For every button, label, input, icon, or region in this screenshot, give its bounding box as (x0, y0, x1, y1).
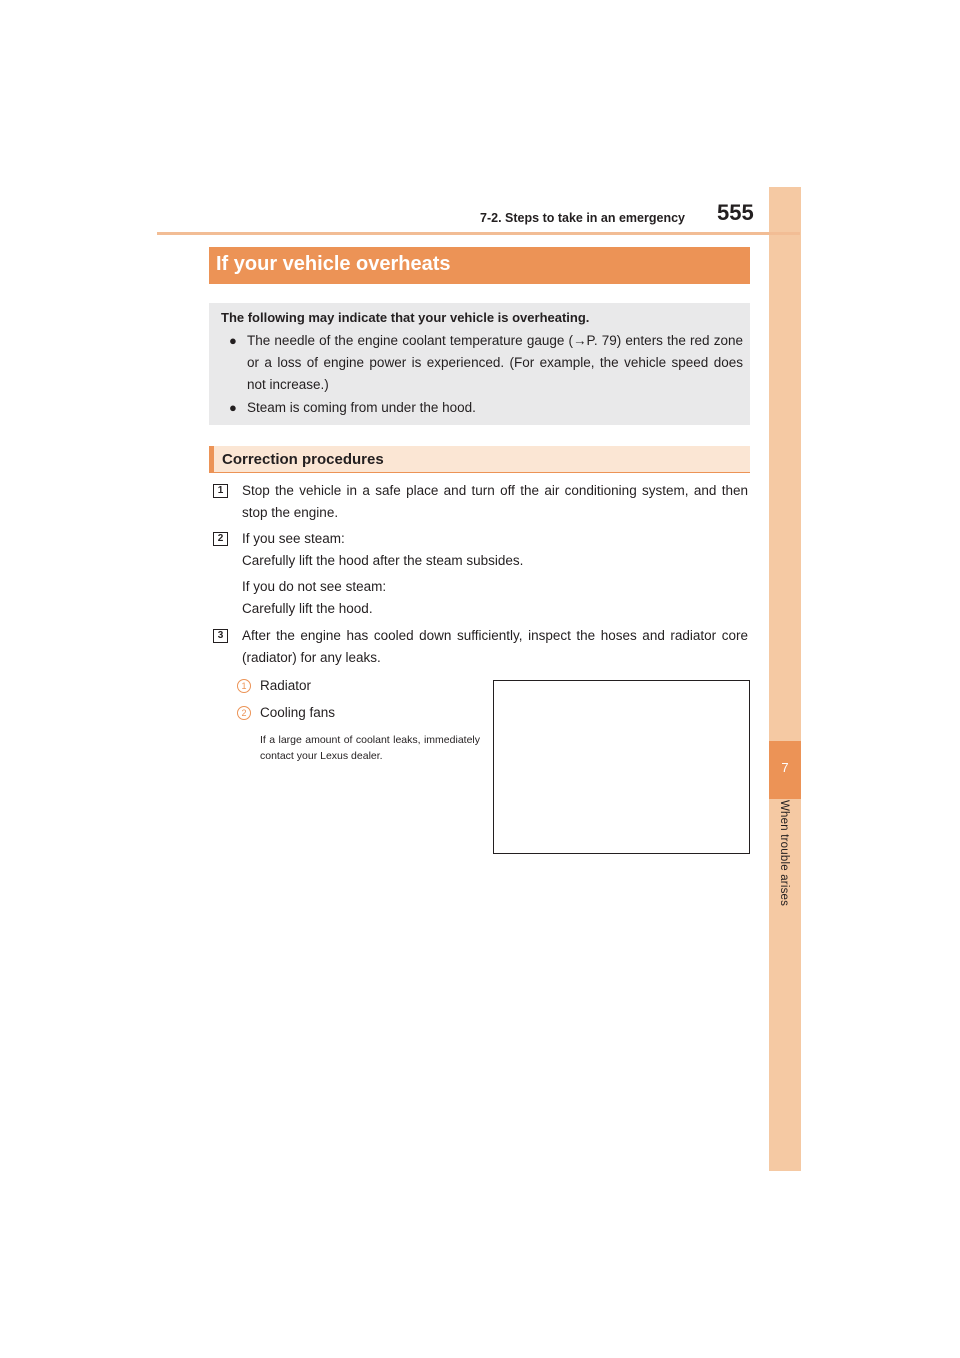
step-text-no-steam: If you do not see steam: (242, 579, 387, 594)
intro-lead: The following may indicate that your vehicle is overheating. (221, 310, 590, 325)
header-divider (157, 232, 800, 235)
callout-number: 2 (237, 706, 251, 720)
step-text-steam-action: Carefully lift the hood after the steam subsides. (242, 553, 524, 568)
section-header: 7-2. Steps to take in an emergency (480, 211, 685, 225)
indicator-item: Steam is coming from under the hood. (247, 400, 476, 415)
bullet-icon: ● (229, 400, 237, 415)
correction-heading-bar (209, 446, 750, 473)
coolant-leak-note: If a large amount of coolant leaks, immediately contact your Lexus dealer. (260, 734, 480, 762)
page-title: If your vehicle overheats (216, 253, 451, 275)
callout-number: 1 (237, 679, 251, 693)
step-number-box: 3 (213, 629, 228, 643)
bullet-icon: ● (229, 333, 237, 348)
step-text-steam: If you see steam: (242, 531, 345, 546)
overheat-indicators-box (209, 303, 750, 425)
step-text: Stop the vehicle in a safe place and turn off the air conditioning system, and then stop the engine. (242, 483, 748, 520)
engine-compartment-figure (493, 680, 750, 854)
step-text: After the engine has cooled down sufficiently, inspect the hoses and radiator core (radiator) for any leaks. (242, 628, 748, 665)
step-number-box: 1 (213, 484, 228, 498)
step-text-no-steam-action: Carefully lift the hood. (242, 601, 373, 616)
page-number: 555 (717, 200, 754, 225)
legend-label-radiator: Radiator (260, 678, 312, 693)
indicator-item: The needle of the engine coolant temperature gauge (→P. 79) enters the red zone or a loss of engine power is experienced. (For example, the vehicle speed does not increase.) (247, 333, 743, 392)
chapter-side-strip (769, 187, 801, 1171)
correction-heading: Correction procedures (222, 451, 384, 468)
chapter-number: 7 (781, 760, 789, 775)
chapter-label-container (770, 800, 800, 940)
step-number-box: 2 (213, 532, 228, 546)
legend-label-cooling-fans: Cooling fans (260, 705, 336, 720)
chapter-label: When trouble arises (778, 800, 790, 907)
page-title-bar (209, 247, 750, 284)
